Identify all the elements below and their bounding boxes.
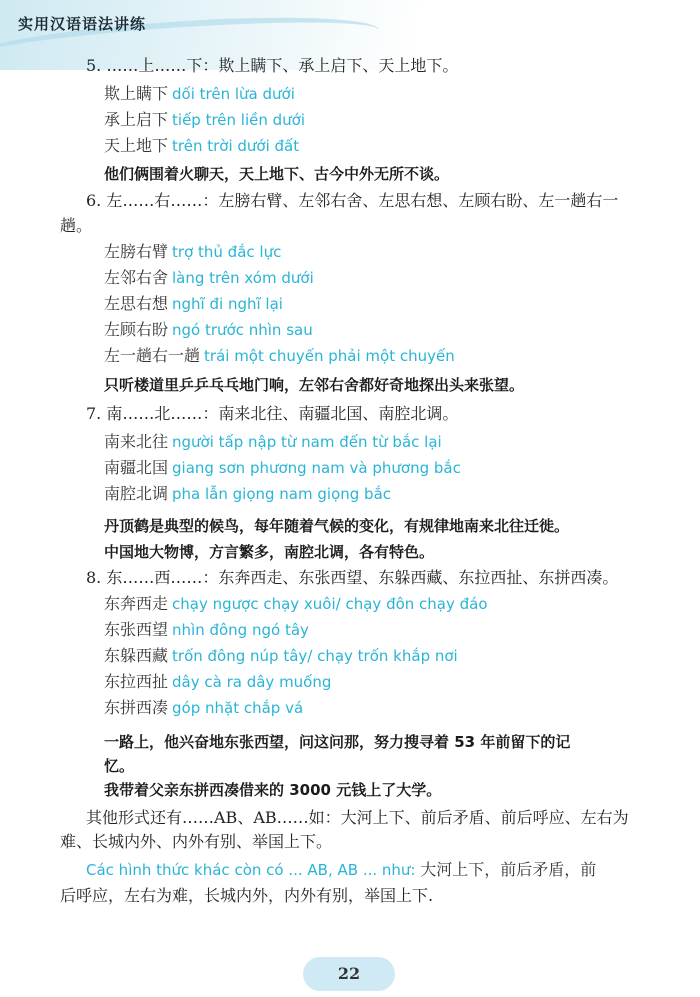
example-sentence: 只听楼道里乒乒乓乓地门响，左邻右舍都好奇地探出头来张望。 xyxy=(104,376,525,394)
term-row xyxy=(104,620,309,640)
example-sentence: 我带着父亲东拼西凑借来的 3000 元钱上了大学。 xyxy=(104,781,442,799)
example-sentence: 中国地大物博，方言繁多，南腔北调，各有特色。 xyxy=(104,543,435,561)
term-chinese: 南疆北国 xyxy=(104,458,169,477)
term-vietnamese: dây cà ra dây muống xyxy=(172,673,332,691)
term-row xyxy=(104,646,458,666)
term-row xyxy=(104,432,442,452)
term-vietnamese: nhìn đông ngó tây xyxy=(172,621,309,639)
term-chinese: 承上启下 xyxy=(104,110,169,129)
section-6-heading: 6. 左……右……：左膀右臂、左邻右舍、左思右想、左顾右盼、左一趟右一 xyxy=(86,191,619,210)
term-vietnamese: pha lẫn giọng nam giọng bắc xyxy=(172,485,392,503)
book-title: 实用汉语语法讲练 xyxy=(18,15,147,33)
other-forms-vi-cont: 后呼应，左右为难，长城内外，内外有别，举国上下. xyxy=(60,886,434,905)
example-sentence: 一路上，他兴奋地东张西望，问这问那，努力搜寻着 53 年前留下的记 xyxy=(104,733,571,751)
example-sentence: 丹顶鹤是典型的候鸟，每年随着气候的变化，有规律地南来北往迁徙。 xyxy=(104,517,570,535)
other-forms-vi-cn: 大河上下，前后矛盾，前 xyxy=(420,860,597,879)
term-chinese: 东张西望 xyxy=(104,620,169,639)
term-row xyxy=(104,484,391,504)
other-forms-vi xyxy=(86,860,596,880)
other-forms-cn: 其他形式还有……AB、AB……如：大河上下、前后矛盾、前后呼应、左右为 xyxy=(86,808,629,827)
term-chinese: 南腔北调 xyxy=(104,484,169,503)
term-vietnamese: nghĩ đi nghĩ lại xyxy=(172,295,283,313)
term-row xyxy=(104,320,313,340)
term-chinese: 东躲西藏 xyxy=(104,646,169,665)
term-row xyxy=(104,136,299,156)
term-chinese: 左膀右臂 xyxy=(104,242,169,261)
term-chinese: 欺上瞒下 xyxy=(104,84,169,103)
term-vietnamese: trái một chuyến phải một chuyến xyxy=(204,347,455,365)
term-vietnamese: giang sơn phương nam và phương bắc xyxy=(172,459,461,477)
term-vietnamese: trợ thủ đắc lực xyxy=(172,243,282,261)
term-chinese: 东奔西走 xyxy=(104,594,169,613)
term-row xyxy=(104,672,331,692)
term-row xyxy=(104,268,314,288)
term-vietnamese: làng trên xóm dưới xyxy=(172,269,314,287)
term-vietnamese: dối trên lừa dưới xyxy=(172,85,295,103)
term-row xyxy=(104,242,281,262)
term-chinese: 东拼西凑 xyxy=(104,698,169,717)
section-5-heading: 5. ……上……下：欺上瞒下、承上启下、天上地下。 xyxy=(86,56,459,75)
term-chinese: 南来北往 xyxy=(104,432,169,451)
other-forms-cn-cont: 难、长城内外、内外有别、举国上下。 xyxy=(60,832,333,851)
term-chinese: 左一趟右一趟 xyxy=(104,346,201,365)
section-7-heading: 7. 南……北……：南来北往、南疆北国、南腔北调。 xyxy=(86,404,459,423)
term-row xyxy=(104,84,295,104)
example-sentence: 他们俩围着火聊天，天上地下、古今中外无所不谈。 xyxy=(104,165,450,183)
term-vietnamese: tiếp trên liền dưới xyxy=(172,111,306,129)
other-forms-vi-text: Các hình thức khác còn có ... AB, AB ... như: xyxy=(86,861,416,879)
term-vietnamese: chạy ngược chạy xuôi/ chạy đôn chạy đáo xyxy=(172,595,488,613)
term-chinese: 左邻右舍 xyxy=(104,268,169,287)
term-row xyxy=(104,346,455,366)
term-row xyxy=(104,594,488,614)
term-row xyxy=(104,458,461,478)
section-8-heading: 8. 东……西……：东奔西走、东张西望、东躲西藏、东拉西扯、东拼西凑。 xyxy=(86,568,619,587)
term-chinese: 左思右想 xyxy=(104,294,169,313)
term-vietnamese: trên trời dưới đất xyxy=(172,137,300,155)
term-vietnamese: góp nhặt chắp vá xyxy=(172,699,304,717)
term-row xyxy=(104,698,303,718)
term-chinese: 东拉西扯 xyxy=(104,672,169,691)
term-chinese: 天上地下 xyxy=(104,136,169,155)
term-vietnamese: ngó trước nhìn sau xyxy=(172,321,313,339)
term-vietnamese: người tấp nập từ nam đến từ bắc lại xyxy=(172,433,442,451)
section-6-heading-cont: 趟。 xyxy=(60,216,93,235)
page-number: 22 xyxy=(303,957,395,991)
example-sentence-cont: 忆。 xyxy=(104,757,135,775)
term-row xyxy=(104,294,283,314)
term-chinese: 左顾右盼 xyxy=(104,320,169,339)
term-row xyxy=(104,110,305,130)
term-vietnamese: trốn đông núp tây/ chạy trốn khắp nơi xyxy=(172,647,458,665)
